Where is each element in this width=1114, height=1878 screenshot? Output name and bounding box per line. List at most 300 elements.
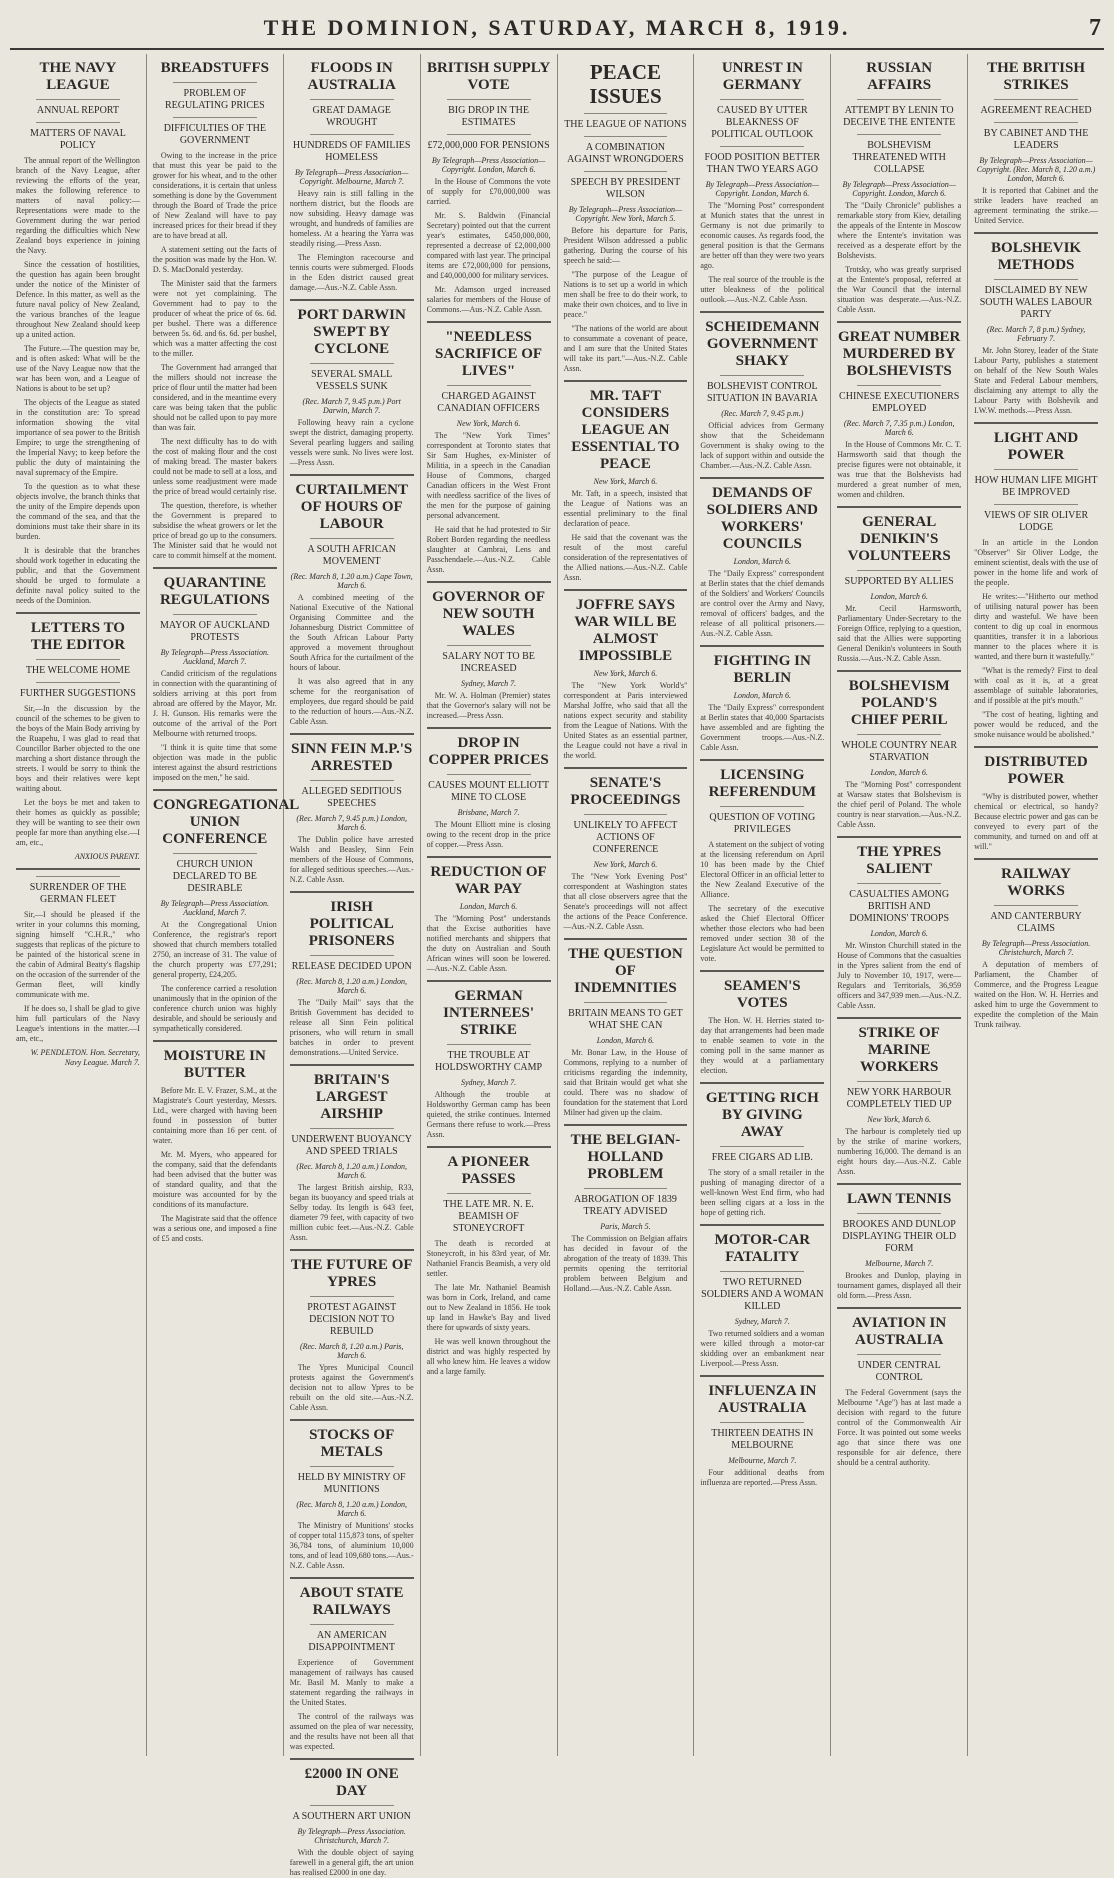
article-headline: GREAT NUMBER MURDERED BY BOLSHEVISTS xyxy=(838,329,961,379)
section-divider xyxy=(290,733,414,735)
headline-rule xyxy=(857,1081,941,1082)
article-headline: THE NAVY LEAGUE xyxy=(39,60,117,93)
section-divider xyxy=(564,380,688,382)
article xyxy=(290,891,414,1058)
article xyxy=(700,477,824,639)
article-subheadline: SUPPORTED BY ALLIES xyxy=(844,576,954,587)
article-headline: LIGHT AND POWER xyxy=(993,430,1079,463)
article-headline: JOFFRE SAYS WAR WILL BE ALMOST IMPOSSIBLE xyxy=(574,597,677,664)
article-headline: THE QUESTION OF INDEMNITIES xyxy=(568,946,683,996)
article-headline: STOCKS OF METALS xyxy=(309,1427,395,1460)
article-subheadline: A SOUTH AFRICAN MOVEMENT xyxy=(307,544,396,567)
section-divider xyxy=(700,645,824,647)
masthead xyxy=(10,8,1104,50)
headline-rule xyxy=(310,1805,394,1806)
article xyxy=(700,60,824,305)
article xyxy=(837,506,961,664)
headline-rule xyxy=(447,99,531,100)
article-subheadline: CHURCH UNION DECLARED TO BE DESIRABLE xyxy=(172,859,257,894)
article-headline: RUSSIAN AFFAIRS xyxy=(866,60,933,93)
section-divider xyxy=(564,589,688,591)
article-paragraph: Before his departure for Paris, President Wilson addressed a public gathering. During the course of his speech he said:— xyxy=(563,226,688,265)
article-paragraph: Mr. Adamson urged increased salaries for members of the House of Commons.—Aus.-N.Z. Cable Assn. xyxy=(426,285,551,314)
column-6 xyxy=(694,54,831,1756)
article-paragraph: The question, therefore, is whether the Government is prepared to subsidise the wheat growers or let the price of bread go up to the consumers. The Minister said that he would not care to commit himself at the moment. xyxy=(152,501,277,560)
article-headline: THE YPRES SALIENT xyxy=(857,844,942,877)
headline-rule xyxy=(857,883,941,884)
article-headline: UNREST IN GERMANY xyxy=(721,60,803,93)
headline-rule xyxy=(447,1044,531,1045)
article-headline: SEAMEN'S VOTES xyxy=(723,978,801,1011)
article-headline: MOTOR-CAR FATALITY xyxy=(714,1232,811,1265)
article-subheadline: BROOKES AND DUNLOP DISPLAYING THEIR OLD FORM xyxy=(842,1219,957,1254)
headline-rule xyxy=(447,134,531,135)
section-divider xyxy=(290,474,414,476)
headline-rule xyxy=(857,1213,941,1214)
article-paragraph: The Government had arranged that the millers should not increase the price of flour until the matter had been considered, and in the meantime every care was being taken that the public should not be called upon to pay more than was fair. xyxy=(152,363,277,432)
article-paragraph: In an article in the London "Observer" Sir Oliver Lodge, the eminent scientist, deals with the use of power in the home life and work of the people. xyxy=(974,538,1098,587)
article-dateline: London, March 6. xyxy=(870,929,928,938)
article-subheadline: RELEASE DECIDED UPON xyxy=(291,961,412,972)
article xyxy=(427,321,551,575)
article-headline: SINN FEIN M.P.'S ARRESTED xyxy=(291,741,413,774)
article-headline: LICENSING REFERENDUM xyxy=(708,767,817,800)
article xyxy=(290,1419,414,1571)
article xyxy=(974,746,1098,852)
section-divider xyxy=(290,1064,414,1066)
headline-rule xyxy=(720,375,804,376)
article-paragraph: A combined meeting of the National Executive of the National Organising Committee and the Johannesburg District Committee of the South African Labour Party approved a movement throughout South Africa for the curtailment of the hours of labour. xyxy=(289,593,414,672)
article-dateline: London, March 6. xyxy=(733,691,792,700)
article-headline: RAILWAY WORKS xyxy=(1001,866,1071,899)
article-dateline: By Telegraph—Press Association—Copyright. Melbourne, March 7. xyxy=(294,168,409,186)
article-headline: INFLUENZA IN AUSTRALIA xyxy=(708,1383,817,1416)
article-subheadline: FREE CIGARS AD LIB. xyxy=(711,1152,813,1163)
article-paragraph: The "Daily Express" correspondent at Berlin states that the chief demands of the Soldiers' and Workers' Councils are control over the Army and Navy, removal of officers' badges, and the release of all political prisoners.—Aus.-N.Z. Cable Assn. xyxy=(700,569,825,638)
headline-rule xyxy=(310,1296,394,1297)
article xyxy=(153,567,277,783)
article xyxy=(837,321,961,500)
article-headline: FIGHTING IN BERLIN xyxy=(713,653,811,686)
article-dateline: Melbourne, March 7. xyxy=(728,1456,797,1465)
article-subheadline: AN AMERICAN DISAPPOINTMENT xyxy=(308,1630,396,1653)
section-divider xyxy=(700,311,824,313)
masthead-title: THE DOMINION, SATURDAY, MARCH 8, 1919. xyxy=(263,15,851,40)
article-paragraph: "I think it is quite time that some objection was made in the public interest against the absurd restrictions imposed on the men," he said. xyxy=(152,743,277,782)
headline-rule xyxy=(994,504,1078,505)
article-paragraph: Sir,—In the discussion by the council of the schemes to be given to the boys of the Main Body arriving by the Ruapehu, I was glad to read that Councillor Barber objected to the one marching a short distance through the streets. I would be sorry to think the boys and their relatives were kept waiting about. xyxy=(16,704,140,793)
headline-rule xyxy=(857,385,941,386)
article-paragraph: He said that the covenant was the result of the most careful consideration of the representatives of the Allied nations.—Aus.-N.Z. Cable Assn. xyxy=(563,533,688,582)
article-subheadline: FURTHER SUGGESTIONS xyxy=(20,688,136,699)
article-headline: THE FUTURE OF YPRES xyxy=(290,1257,413,1290)
article-paragraph: It is reported that Cabinet and the strike leaders have reached an agreement terminating the strike.—United Service. xyxy=(974,186,1098,225)
article-paragraph: The largest British airship, R33, began its buoyancy and speed trials at Selby today. Its length is 643 feet, diameter 79 feet, with capacity of two million cubic feet.—Aus.-N.Z. Cable Assn. xyxy=(289,1183,414,1242)
article-headline: CONGREGATIONAL UNION CONFERENCE xyxy=(152,797,300,847)
article-dateline: (Rec. March 8, 1.20 a.m.) London, March 6. xyxy=(296,1162,407,1180)
section-divider xyxy=(700,1224,824,1226)
article-paragraph: Let the boys be met and taken to their homes as quickly as possible; they will be wanting to see their own people far more than anything else.—I am, etc., xyxy=(16,798,140,847)
article xyxy=(427,980,551,1140)
article xyxy=(427,727,551,850)
article xyxy=(290,1577,414,1752)
article-paragraph: The late Mr. Nathaniel Beamish was born in Cork, Ireland, and came out to New Zealand in 1856. He took up land in Hawke's Bay and lived there for upwards of sixty years. xyxy=(426,1283,551,1332)
section-divider xyxy=(700,1375,824,1377)
article-subheadline: ANNUAL REPORT xyxy=(36,105,119,116)
headline-rule xyxy=(857,570,941,571)
article-paragraph: "The cost of heating, lighting and power would be reduced, and the smoke nuisance would be abolished." xyxy=(974,710,1098,739)
section-divider xyxy=(974,746,1098,748)
article-headline: SENATE'S PROCEEDINGS xyxy=(570,775,681,808)
article-paragraph: It was also agreed that in any scheme for the reorganisation of employees, due regard should be paid to the reduction of hours.—Aus.-N.Z. Cable Assn. xyxy=(289,677,414,726)
article-paragraph: Mr. Cecil Harmsworth, Parliamentary Under-Secretary to the Foreign Office, replying to a question, said that the Allies were supporting General Denikin's volunteers in South Russia.—Aus.-N.Z. Cable Assn. xyxy=(837,604,962,663)
article-headline: MR. TAFT CONSIDERS LEAGUE AN ESSENTIAL TO PEACE xyxy=(571,388,680,472)
article-dateline: (Rec. March 7, 9.45 p.m.) xyxy=(721,409,804,418)
article-headline: GETTING RICH BY GIVING AWAY xyxy=(705,1090,819,1140)
article-paragraph: The death is recorded at Stoneycroft, in his 83rd year, of Mr. Nathaniel Francis Beamish, a very old settler. xyxy=(426,1239,551,1278)
headline-rule xyxy=(857,99,941,100)
section-divider xyxy=(290,299,414,301)
article-paragraph: Heavy rain is still falling in the northern district, but the floods are now subsiding. Heavy damage was wrought, and hundreds of families are homeless. At a hearing the Yarra was steadily rising.—Press Assn. xyxy=(289,189,414,248)
article-subheadline: UNDERWENT BUOYANCY AND SPEED TRIALS xyxy=(291,1134,413,1157)
article-subheadline: GREAT DAMAGE WROUGHT xyxy=(312,105,391,128)
article-paragraph: The "New York World's" correspondent at Paris interviewed Marshal Joffre, who said that all the nations expect security and stability from the League of Nations. With the United States as an essential partner, the League could not have a rival in the world. xyxy=(563,681,688,760)
article-paragraph: The Dublin police have arrested Walsh and Beasley, Sinn Fein members of the House of Commons, for alleged seditious speeches.—Aus.-N.Z. Cable Assn. xyxy=(289,835,414,884)
article-paragraph: The Ypres Municipal Council protests against the Government's decision not to allow Ypres to be rebuilt on the old site.—Aus.-N.Z. Cable Assn. xyxy=(289,1363,414,1412)
article xyxy=(700,1224,824,1369)
article xyxy=(290,299,414,468)
article-headline: GERMAN INTERNEES' STRIKE xyxy=(443,988,534,1038)
article-dateline: By Telegraph—Press Association. Christchurch, March 7. xyxy=(297,1827,406,1845)
article-subheadline: AND CANTERBURY CLAIMS xyxy=(990,911,1082,934)
headline-rule xyxy=(857,734,941,735)
article-paragraph: With the double object of saying farewell in a general gift, the art union has realised £2000 in one day. xyxy=(289,1848,414,1877)
article-dateline: Melbourne, March 7. xyxy=(865,1259,934,1268)
article xyxy=(16,612,140,862)
headline-rule xyxy=(36,659,120,660)
article-paragraph: At the Congregational Union Conference, the registrar's report showed that church members totalled 2750, an increase of 31. The value of the church property was £77,291; general property, £24,205. xyxy=(152,920,277,979)
article-signature: ANXIOUS PARENT. xyxy=(74,852,140,861)
article-subheadline: SEVERAL SMALL VESSELS SUNK xyxy=(311,369,393,392)
article xyxy=(974,858,1098,1030)
article-paragraph: The "Daily Mail" says that the British Government has decided to release all Sinn Fein political prisoners, who will return in small batches in order to prevent demonstrations.—United Service. xyxy=(289,998,414,1057)
section-divider xyxy=(700,759,824,761)
article-paragraph: Since the cessation of hostilities, the question has again been brought under the notice of the Minister of Defence. In this matter, as well as the future naval policy of New Zealand, the various branches of the league throughout New Zealand should keep up a united action. xyxy=(16,260,140,339)
headline-rule xyxy=(310,780,394,781)
article-headline: AVIATION IN AUSTRALIA xyxy=(852,1315,947,1348)
article-headline: BOLSHEVISM POLAND'S CHIEF PERIL xyxy=(848,678,950,728)
article-paragraph: The "New York Evening Post" correspondent at Washington states that all close observers agree that the Senate's proceedings will not affect the actions of the Peace Conference.—Aus.-N.Z. Cable Assn. xyxy=(563,872,688,931)
column-7 xyxy=(831,54,968,1756)
article-paragraph: Candid criticism of the regulations in connection with the quarantining of soldiers arriving at this port from abroad are offered by the Mayor, Mr. J. H. Gunson. His remarks were the outcome of the arrival of the Port Melbourne with returned troops. xyxy=(152,669,277,738)
article-subheadline: BRITAIN MEANS TO GET WHAT SHE CAN xyxy=(568,1008,683,1031)
article-paragraph: He said that he had protested to Sir Robert Borden regarding the needless slaughter at Cambrai, Lens and Passchendaele.—Aus.-N.Z. Cable Assn. xyxy=(426,525,551,574)
article-dateline: By Telegraph—Press Association—Copyright. London, March 6. xyxy=(705,180,820,198)
section-divider xyxy=(837,836,961,838)
headline-rule xyxy=(584,1002,668,1003)
article-headline: FLOODS IN AUSTRALIA xyxy=(307,60,396,93)
article-subheadline: SALARY NOT TO BE INCREASED xyxy=(442,651,535,674)
article-dateline: Brisbane, March 7. xyxy=(457,808,520,817)
article-paragraph: The "Morning Post" correspondent at Munich states that the unrest in Germany is not due primarily to economic causes. As regards food, the general position is that the Germans are better off than they were two years ago. xyxy=(700,201,825,270)
headline-rule xyxy=(584,113,668,114)
article-dateline: (Rec. March 8, 1.20 a.m.) Paris, March 6. xyxy=(299,1342,404,1360)
section-divider xyxy=(427,980,551,982)
article-headline: DISTRIBUTED POWER xyxy=(984,754,1088,787)
article-subheadline: CHINESE EXECUTIONERS EMPLOYED xyxy=(839,391,960,414)
headline-rule xyxy=(310,363,394,364)
page-number: 7 xyxy=(1089,14,1104,41)
article-paragraph: He was well known throughout the district and was highly respected by all who knew him. He leaves a widow and a large family. xyxy=(426,1337,551,1376)
headline-rule xyxy=(584,814,668,815)
article-subheadline: PROTEST AGAINST DECISION NOT TO REBUILD xyxy=(307,1302,397,1337)
article-subheadline: THE TROUBLE AT HOLDSWORTHY CAMP xyxy=(435,1050,543,1073)
article-paragraph: Official advices from Germany show that the Scheidemann Government is shaky owing to the lack of support within and outside the Chamber.—Aus.-N.Z. Cable Assn. xyxy=(700,421,825,470)
article-subheadline: THE LEAGUE OF NATIONS xyxy=(564,119,687,130)
article-subheadline: A SOUTHERN ART UNION xyxy=(292,1811,411,1822)
article-paragraph: Following heavy rain a cyclone swept the district, damaging property. Several pearling luggers and sailing vessels were sunk. No lives were lost.—Press Assn. xyxy=(289,418,414,467)
article-dateline: London, March 6. xyxy=(733,557,792,566)
article-headline: SCHEIDEMANN GOVERNMENT SHAKY xyxy=(705,319,820,369)
article-subheadline: CASUALTIES AMONG BRITISH AND DOMINIONS' TROOPS xyxy=(849,889,950,924)
section-divider xyxy=(427,581,551,583)
article-dateline: Sydney, March 7. xyxy=(460,1078,517,1087)
article xyxy=(974,232,1098,416)
article-dateline: By Telegraph—Press Association—Copyright. London, March 6. xyxy=(431,156,546,174)
section-divider xyxy=(564,1124,688,1126)
headline-rule xyxy=(994,469,1078,470)
article-subheadline: £72,000,000 FOR PENSIONS xyxy=(427,140,550,151)
article-subheadline: SPEECH BY PRESIDENT WILSON xyxy=(570,177,681,200)
column-8 xyxy=(968,54,1104,1756)
section-divider xyxy=(16,868,140,870)
article xyxy=(564,380,688,583)
headline-rule xyxy=(36,122,120,123)
headline-rule xyxy=(720,1271,804,1272)
article-paragraph: The Magistrate said that the offence was a serious one, and imposed a fine of £5 and costs. xyxy=(152,1214,277,1243)
article-paragraph: The conference carried a resolution unanimously that in the opinion of the conference church union was highly desirable, and should be seriously and sympathetically considered. xyxy=(152,984,277,1033)
article-dateline: (Rec. March 7, 7.35 p.m.) London, March 6. xyxy=(843,419,955,437)
headline-rule xyxy=(584,136,668,137)
article-subheadline: DIFFICULTIES OF THE GOVERNMENT xyxy=(163,123,266,146)
headline-rule xyxy=(36,682,120,683)
columns xyxy=(10,54,1104,1877)
article-subheadline: CAUSES MOUNT ELLIOTT MINE TO CLOSE xyxy=(428,780,550,803)
headline-rule xyxy=(310,1466,394,1467)
article-paragraph: Four additional deaths from influenza are reported.—Press Assn. xyxy=(700,1468,825,1487)
article-dateline: By Telegraph—Press Association. Christchurch, March 7. xyxy=(981,939,1091,957)
article-paragraph: It is desirable that the branches should work together in educating the public, and that the Government should be urged to formulate a definite naval policy suited to the needs of the Dominion. xyxy=(16,546,140,605)
article-dateline: (Rec. March 7, 8 p.m.) Sydney, February 7. xyxy=(986,325,1086,343)
article-subheadline: HUNDREDS OF FAMILIES HOMELESS xyxy=(292,140,411,163)
headline-rule xyxy=(720,1146,804,1147)
headline-rule xyxy=(173,82,257,83)
section-divider xyxy=(564,938,688,940)
headline-rule xyxy=(36,99,120,100)
article-subheadline: VIEWS OF SIR OLIVER LODGE xyxy=(983,510,1089,533)
article-paragraph: Mr. Bonar Law, in the House of Commons, replying to a number of criticisms regarding the indemnity, said that Britain would get what she could. There was no shadow of foundation for the statement that Lord Milner had given up the claim. xyxy=(563,1048,688,1117)
article xyxy=(837,1183,961,1301)
headline-rule xyxy=(720,99,804,100)
headline-rule xyxy=(310,1624,394,1625)
article-headline: STRIKE OF MARINE WORKERS xyxy=(858,1025,940,1075)
article xyxy=(837,836,961,1011)
section-divider xyxy=(837,1017,961,1019)
article xyxy=(152,789,300,1034)
headline-rule xyxy=(720,806,804,807)
article-headline: BRITISH SUPPLY VOTE xyxy=(426,60,551,93)
article-headline: IRISH POLITICAL PRISONERS xyxy=(308,899,395,949)
article-subheadline: MAYOR OF AUCKLAND PROTESTS xyxy=(159,620,270,643)
article xyxy=(290,60,414,293)
article-paragraph: Mr. Winston Churchill stated in the House of Commons that the casualties in the Ypres salient from the end of July to November 10, 1917, were—Regulars and Territorials, 36,959 officers and 347,939 men.—Aus.-N.Z. Cable Assn. xyxy=(837,941,962,1010)
article-dateline: London, March 6. xyxy=(870,592,928,601)
headline-rule xyxy=(584,1188,668,1189)
section-divider xyxy=(974,858,1098,860)
section-divider xyxy=(427,856,551,858)
article-headline: GENERAL DENIKIN'S VOLUNTEERS xyxy=(847,514,951,564)
article-paragraph: "The purpose of the League of Nations is to set up a world in which men shall be free to do their work, to make their own choices, and to live in peace." xyxy=(563,270,688,319)
article-paragraph: The real source of the trouble is the utter bleakness of the political outlook.—Aus.-N.Z. Cable Assn. xyxy=(700,275,825,304)
column-5 xyxy=(558,54,695,1756)
section-divider xyxy=(290,1419,414,1421)
article xyxy=(290,1249,414,1413)
article-subheadline: BY CABINET AND THE LEADERS xyxy=(983,128,1089,151)
article xyxy=(427,856,551,974)
column-1 xyxy=(10,54,147,1756)
article-headline: ABOUT STATE RAILWAYS xyxy=(299,1585,404,1618)
article-paragraph: "Why is distributed power, whether chemical or electrical, so handy? Because electric power and gas can be conveyed to every part of the community, and turned on and off at will." xyxy=(974,792,1098,851)
article xyxy=(564,767,688,932)
article-dateline: By Telegraph—Press Association. Auckland, March 7. xyxy=(160,648,269,666)
article-headline: GOVERNOR OF NEW SOUTH WALES xyxy=(432,589,546,639)
section-divider xyxy=(700,477,824,479)
section-divider xyxy=(564,767,688,769)
section-divider xyxy=(153,567,277,569)
article-headline: PEACE ISSUES xyxy=(589,60,662,108)
article-paragraph: Mr. John Storey, leader of the State Labour Party, publishes a statement on behalf of the New South Wales State and Federal Labour members, disclaiming any attempt to ally the Labour Party with Bolshevik and I.W.W. methods.—Press Assn. xyxy=(974,346,1098,415)
article-paragraph: The Commission on Belgian affairs has decided in favour of the abrogation of the treaty of 1839. This permits opening the territorial problem between Belgium and Holland.—Aus.-N.Z. Cable Assn. xyxy=(563,1234,688,1293)
article-dateline: (Rec. March 8, 1.20 a.m.) London, March 6. xyxy=(296,977,407,995)
section-divider xyxy=(427,1146,551,1148)
article-paragraph: The objects of the League as stated in the constitution are: To spread information showing the vital importance of sea power to the British Empire; to urge the strengthening of the Imperial Navy; to keep before the public the duty of maintaining the naval supremacy of the Empire. xyxy=(16,398,140,477)
headline-rule xyxy=(857,134,941,135)
section-divider xyxy=(290,1249,414,1251)
article-paragraph: If he does so, I shall be glad to give him full particulars of the Navy League's intentions in the matter.—I am, etc., xyxy=(16,1004,140,1043)
article-paragraph: Mr. M. Myers, who appeared for the company, said that the defendants had been advised that the butter was of standard quality, and that the moisture was accounted for by the conditions of its manufacture. xyxy=(152,1150,277,1209)
article-headline: A PIONEER PASSES xyxy=(447,1154,530,1187)
headline-rule xyxy=(310,99,394,100)
headline-rule xyxy=(173,117,257,118)
headline-rule xyxy=(447,385,531,386)
column-2 xyxy=(147,54,300,1756)
article-subheadline: HOW HUMAN LIFE MIGHT BE IMPROVED xyxy=(974,475,1098,498)
article-subheadline: DISCLAIMED BY NEW SOUTH WALES LABOUR PARTY xyxy=(979,285,1093,320)
article-dateline: (Rec. March 7, 9.45 p.m.) Port Darwin, March 7. xyxy=(302,397,401,415)
article xyxy=(427,1146,551,1377)
headline-rule xyxy=(310,1128,394,1129)
article xyxy=(564,1124,688,1294)
article-paragraph: The Flemington racecourse and tennis courts were submerged. Floods in the Eden district caused great damage.—Aus.-N.Z. Cable Assn. xyxy=(289,253,414,292)
article-paragraph: Two returned soldiers and a woman were killed through a motor-car skidding over an embankment near Liverpool.—Press Assn. xyxy=(700,1329,825,1368)
article-paragraph: "What is the remedy? First to deal with coal as it is, at a great assemblage of suitable laboratories, and if possible at the pit's mouth." xyxy=(974,666,1098,705)
article-dateline: New York, March 6. xyxy=(593,860,658,869)
article-paragraph: In the House of Commons Mr. C. T. Harmsworth said that though the precise figures were not obtainable, it was true that the Bolshevists had murdered a great number of men, women and children. xyxy=(837,440,962,499)
headline-rule xyxy=(173,853,257,854)
article xyxy=(974,60,1098,226)
section-divider xyxy=(290,1577,414,1579)
article-subheadline: BIG DROP IN THE ESTIMATES xyxy=(448,105,529,128)
article-headline: "NEEDLESS SACRIFICE OF LIVES" xyxy=(435,329,543,379)
article-subheadline: CAUSED BY UTTER BLEAKNESS OF POLITICAL OUTLOOK xyxy=(711,105,814,140)
article-subheadline: FOOD POSITION BETTER THAN TWO YEARS AGO xyxy=(704,152,821,175)
article-headline: LETTERS TO THE EDITOR xyxy=(30,620,126,653)
article-subheadline: BOLSHEVISM THREATENED WITH COLLAPSE xyxy=(852,140,946,175)
article-headline: DEMANDS OF SOLDIERS AND WORKERS' COUNCILS xyxy=(706,485,818,552)
article-subheadline: PROBLEM OF REGULATING PRICES xyxy=(164,88,265,111)
article xyxy=(700,645,824,753)
article xyxy=(564,938,688,1118)
article xyxy=(837,60,961,315)
section-divider xyxy=(837,670,961,672)
article-paragraph: In the House of Commons the vote of supply for £70,000,000 was carried. xyxy=(426,177,551,206)
headline-rule xyxy=(720,1422,804,1423)
section-divider xyxy=(837,1307,961,1309)
headline-rule xyxy=(447,645,531,646)
headline-rule xyxy=(447,774,531,775)
headline-rule xyxy=(994,905,1078,906)
article xyxy=(700,311,824,471)
article-headline: BOLSHEVIK METHODS xyxy=(991,240,1082,273)
section-divider xyxy=(700,970,824,972)
article-subheadline: THE WELCOME HOME xyxy=(25,665,131,676)
article-paragraph: The "New York Times" correspondent at Toronto states that Sir Sam Hughes, ex-Minister of Militia, in a speech in the Canadian House of Commons, charged Canadian officers in the West Front with needless sacrifice of the lives of the men for the purpose of gaining personal advancement. xyxy=(426,431,551,520)
section-divider xyxy=(153,789,277,791)
article-paragraph: Before Mr. E. V. Frazer, S.M., at the Magistrate's Court yesterday, Messrs. Ltd., were charged with having been found in possession of butter containing more than 16 per cent. of water. xyxy=(152,1086,277,1145)
article xyxy=(290,1064,414,1243)
article-headline: PORT DARWIN SWEPT BY CYCLONE xyxy=(297,307,406,357)
article-paragraph: The harbour is completely tied up by the strike of marine workers, numbering 16,000. The demand is an eight hours day.—Aus.-N.Z. Cable Assn. xyxy=(837,1127,962,1176)
article-signature: W. PENDLETON. Hon. Secretary, Navy League. March 7. xyxy=(30,1048,140,1067)
headline-rule xyxy=(994,99,1078,100)
headline-rule xyxy=(994,279,1078,280)
article-paragraph: A statement setting out the facts of the position was made by the Hon. W. D. S. MacDonald yesterday. xyxy=(152,245,277,274)
article xyxy=(564,589,688,761)
headline-rule xyxy=(173,614,257,615)
article-dateline: Sydney, March 7. xyxy=(460,679,517,688)
article xyxy=(427,581,551,721)
article-paragraph: To the question as to what these objects involve, the branch thinks that the unity of the Empire depends upon the command of the sea, and that the dominions must take their share in its burden. xyxy=(16,482,140,541)
article-dateline: New York, March 6. xyxy=(867,1115,931,1124)
article-paragraph: Brookes and Dunlop, playing in tournament games, displayed all their old form.—Press Assn. xyxy=(837,1271,962,1300)
article-paragraph: The Federal Government (says the Melbourne "Age") has at last made a decision with regard to the future control of the Commonwealth Air Force. It was pointed out some weeks ago that since there was one responsible for air defence, there should be a central authority. xyxy=(837,1388,962,1467)
article xyxy=(700,759,824,964)
article-headline: MOISTURE IN BUTTER xyxy=(163,1048,266,1081)
article-dateline: By Telegraph—Press Association—Copyright. New York, March 5. xyxy=(568,205,683,223)
article xyxy=(427,60,551,315)
headline-rule xyxy=(720,146,804,147)
article-dateline: London, March 6. xyxy=(459,902,518,911)
section-divider xyxy=(974,232,1098,234)
article-paragraph: A statement on the subject of voting at the licensing referendum on April 10 has been made by the Chief Electoral Officer in an official letter to the New Zealand Executive of the Alliance. xyxy=(700,840,825,899)
article xyxy=(700,970,824,1076)
article-dateline: Sydney, March 7. xyxy=(734,1317,790,1326)
article-subheadline: TWO RETURNED SOLDIERS AND A WOMAN KILLED xyxy=(701,1277,824,1312)
article-headline: DROP IN COPPER PRICES xyxy=(428,735,549,768)
article xyxy=(290,1758,414,1878)
article-subheadline: QUESTION OF VOTING PRIVILEGES xyxy=(709,812,816,835)
article-subheadline: CHARGED AGAINST CANADIAN OFFICERS xyxy=(437,391,540,414)
